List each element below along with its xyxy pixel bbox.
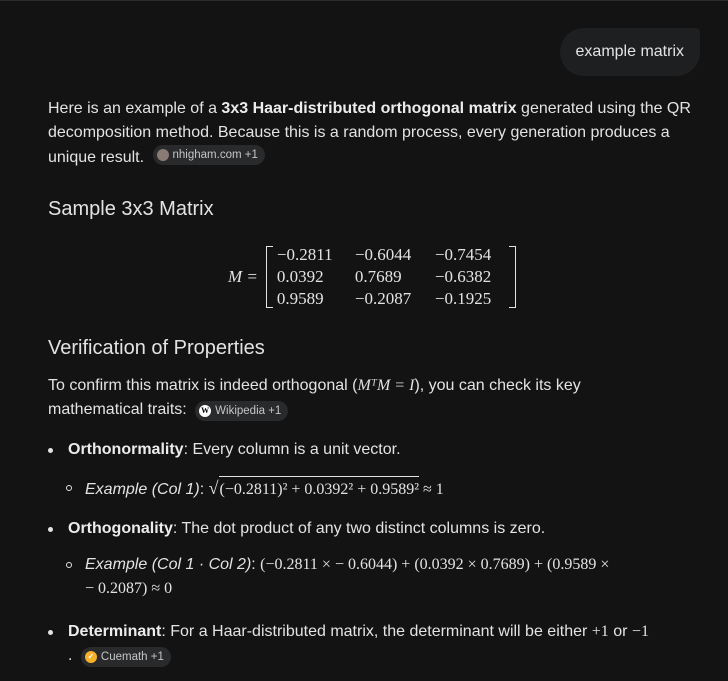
matrix-cell: −0.2811 bbox=[276, 245, 333, 264]
nhigham-favicon-icon bbox=[157, 149, 169, 161]
source-chip-label: Cuemath +1 bbox=[100, 651, 164, 663]
matrix-cell: −0.6044 bbox=[354, 245, 412, 264]
orthogonal-formula: MᵀM = I bbox=[357, 377, 415, 394]
cuemath-icon: ✓ bbox=[85, 651, 97, 663]
term-orthogonality: Orthogonality bbox=[68, 520, 173, 537]
desc-orthogonality: : The dot product of any two distinct columns is zero. bbox=[172, 520, 546, 537]
determinant-or: or bbox=[608, 623, 632, 640]
list-item-orthogonality bbox=[48, 517, 708, 541]
source-chip-label: nhigham.com +1 bbox=[172, 149, 258, 161]
matrix-cell: −0.6382 bbox=[434, 267, 492, 286]
example-formula: (−0.2811)² + 0.0392² + 0.9589² bbox=[219, 476, 419, 502]
determinant-minus-one: −1 bbox=[631, 623, 649, 640]
matrix-grid bbox=[273, 244, 509, 309]
source-chip-cuemath[interactable] bbox=[81, 647, 171, 667]
source-chip-wikipedia[interactable] bbox=[195, 401, 288, 421]
matrix-cell: 0.0392 bbox=[276, 267, 324, 286]
intro-text-2: generated using the QR decomposition method. Because this is a random process, every generation produces a unique result. bbox=[48, 100, 691, 166]
source-chip-nhigham[interactable] bbox=[153, 145, 265, 165]
top-divider bbox=[0, 0, 728, 1]
desc-orthonormality: : Every column is a unit vector. bbox=[183, 441, 401, 458]
user-message-text: example matrix bbox=[575, 43, 684, 60]
list-item-determinant bbox=[48, 620, 698, 668]
verify-intro-paragraph bbox=[48, 374, 668, 422]
wikipedia-icon: W bbox=[201, 406, 210, 415]
determinant-plus-one: +1 bbox=[591, 623, 609, 640]
example-orthogonality: Example (Col 1 · Col 2): (−0.2811 × − 0.6044) + (0.0392 × 0.7689) + (0.9589 × − 0.2087) ≈ 0 bbox=[65, 553, 705, 601]
matrix-cell: −0.2087 bbox=[354, 289, 412, 308]
heading-verification: Verification of Properties bbox=[48, 337, 265, 359]
matrix-right-bracket bbox=[509, 246, 516, 308]
heading-sample-matrix: Sample 3x3 Matrix bbox=[48, 198, 214, 220]
term-orthonormality: Orthonormality bbox=[68, 441, 184, 458]
matrix-cell: 0.7689 bbox=[354, 267, 402, 286]
determinant-tail: . bbox=[68, 647, 73, 664]
matrix-cell: −0.1925 bbox=[434, 289, 492, 308]
example-formula-line-2: − 0.2087) ≈ 0 bbox=[85, 580, 173, 597]
list-item-orthonormality bbox=[48, 438, 708, 462]
intro-bold: 3x3 Haar-distributed orthogonal matrix bbox=[221, 100, 517, 117]
matrix-lhs: M = bbox=[228, 266, 258, 286]
desc-determinant: : For a Haar-distributed matrix, the determinant will be either bbox=[161, 623, 592, 640]
example-label: Example (Col 1 · Col 2) bbox=[85, 556, 252, 573]
verify-intro-text-2: ), you can check its key mathematical traits: bbox=[48, 377, 581, 418]
intro-text-1: Here is an example of a bbox=[48, 100, 222, 117]
example-formula-line-1: (−0.2811 × − 0.6044) + (0.0392 × 0.7689) + (0.9589 × bbox=[260, 556, 610, 573]
matrix-left-bracket bbox=[266, 246, 273, 308]
matrix-display bbox=[228, 244, 516, 309]
term-determinant: Determinant bbox=[68, 623, 162, 640]
example-label: Example (Col 1) bbox=[85, 481, 200, 498]
intro-paragraph bbox=[48, 97, 708, 170]
matrix-cell: 0.9589 bbox=[276, 289, 324, 308]
example-tail: ≈ 1 bbox=[419, 481, 444, 498]
source-chip-label: Wikipedia +1 bbox=[215, 405, 282, 417]
matrix-cell: −0.7454 bbox=[434, 245, 492, 264]
verify-intro-text-1: To confirm this matrix is indeed orthogonal ( bbox=[48, 377, 358, 394]
example-orthonormality: Example (Col 1): √(−0.2811)² + 0.0392² + 0.9589² ≈ 1 bbox=[65, 476, 705, 502]
user-message-bubble bbox=[560, 28, 700, 76]
